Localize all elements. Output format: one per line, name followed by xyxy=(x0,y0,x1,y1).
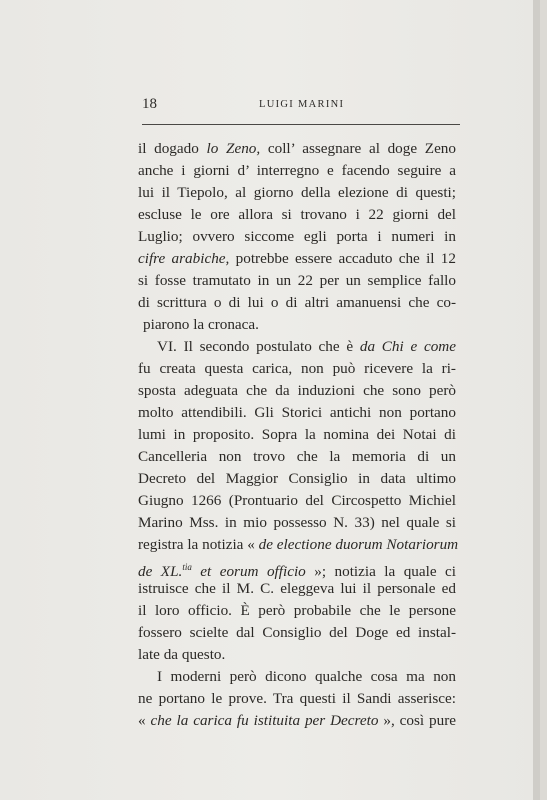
text-line: il loro officio. È però probabile che le persone xyxy=(138,602,456,619)
text-line: fu creata questa carica, non può ricevere la ri- xyxy=(138,360,456,377)
page-number: 18 xyxy=(142,96,157,112)
text-line: istruisce che il M. C. eleggeva lui il personale ed xyxy=(138,580,456,597)
text-line: VI. Il secondo postulato che è da Chi e come xyxy=(157,338,456,355)
text-line: si fosse tramutato in un 22 per un semplice fallo xyxy=(138,272,456,289)
text-line: escluse le ore allora si trovano i 22 giorni del xyxy=(138,206,456,223)
text-line: cifre arabiche, potrebbe essere accaduto che il 12 xyxy=(138,250,456,267)
running-head: LUIGI MARINI xyxy=(259,99,345,110)
text-line: lui il Tiepolo, al giorno della elezione di questi; xyxy=(138,184,456,201)
text-line: Decreto del Maggior Consiglio in data ultimo xyxy=(138,470,456,487)
text-line: piarono la cronaca. xyxy=(143,316,259,333)
body-text xyxy=(138,138,459,732)
text-line: Luglio; ovvero siccome egli porta i numeri in xyxy=(138,228,456,245)
text-line: fossero scielte dal Consiglio del Doge ed instal- xyxy=(138,624,456,641)
text-line: anche i giorni d’ interregno e facendo seguire a xyxy=(138,162,456,179)
page-spine-edge xyxy=(533,0,540,800)
text-line: di scrittura o di lui o di altri amanuensi che co- xyxy=(138,294,456,311)
text-line: Giugno 1266 (Prontuario del Circospetto Michiel xyxy=(138,492,456,509)
header-rule xyxy=(142,124,460,125)
text-line: I moderni però dicono qualche cosa ma non xyxy=(157,668,456,685)
text-line: il dogado lo Zeno, coll’ assegnare al doge Zeno xyxy=(138,140,456,157)
text-line: registra la notizia « de electione duorum Notariorum xyxy=(138,536,459,553)
text-line: « che la carica fu istituita per Decreto », così pure xyxy=(138,712,457,729)
text-line: late da questo. xyxy=(138,646,226,663)
page-header xyxy=(142,96,460,116)
text-line: Marino Mss. in mio possesso N. 33) nel quale si xyxy=(138,514,456,531)
text-line: molto attendibili. Gli Storici antichi non portano xyxy=(138,404,456,421)
text-line: Cancelleria non trovo che la memoria di un xyxy=(138,448,456,465)
text-line: sposta adeguata che da induzioni che sono però xyxy=(138,382,456,399)
text-line: lumi in proposito. Sopra la nomina dei Notai di xyxy=(138,426,456,443)
text-line: de XL.$^{tia}$ et eorum officio »; notizia la quale ci xyxy=(138,562,457,581)
text-line: ne portano le prove. Tra questi il Sandi asserisce: xyxy=(138,690,456,707)
